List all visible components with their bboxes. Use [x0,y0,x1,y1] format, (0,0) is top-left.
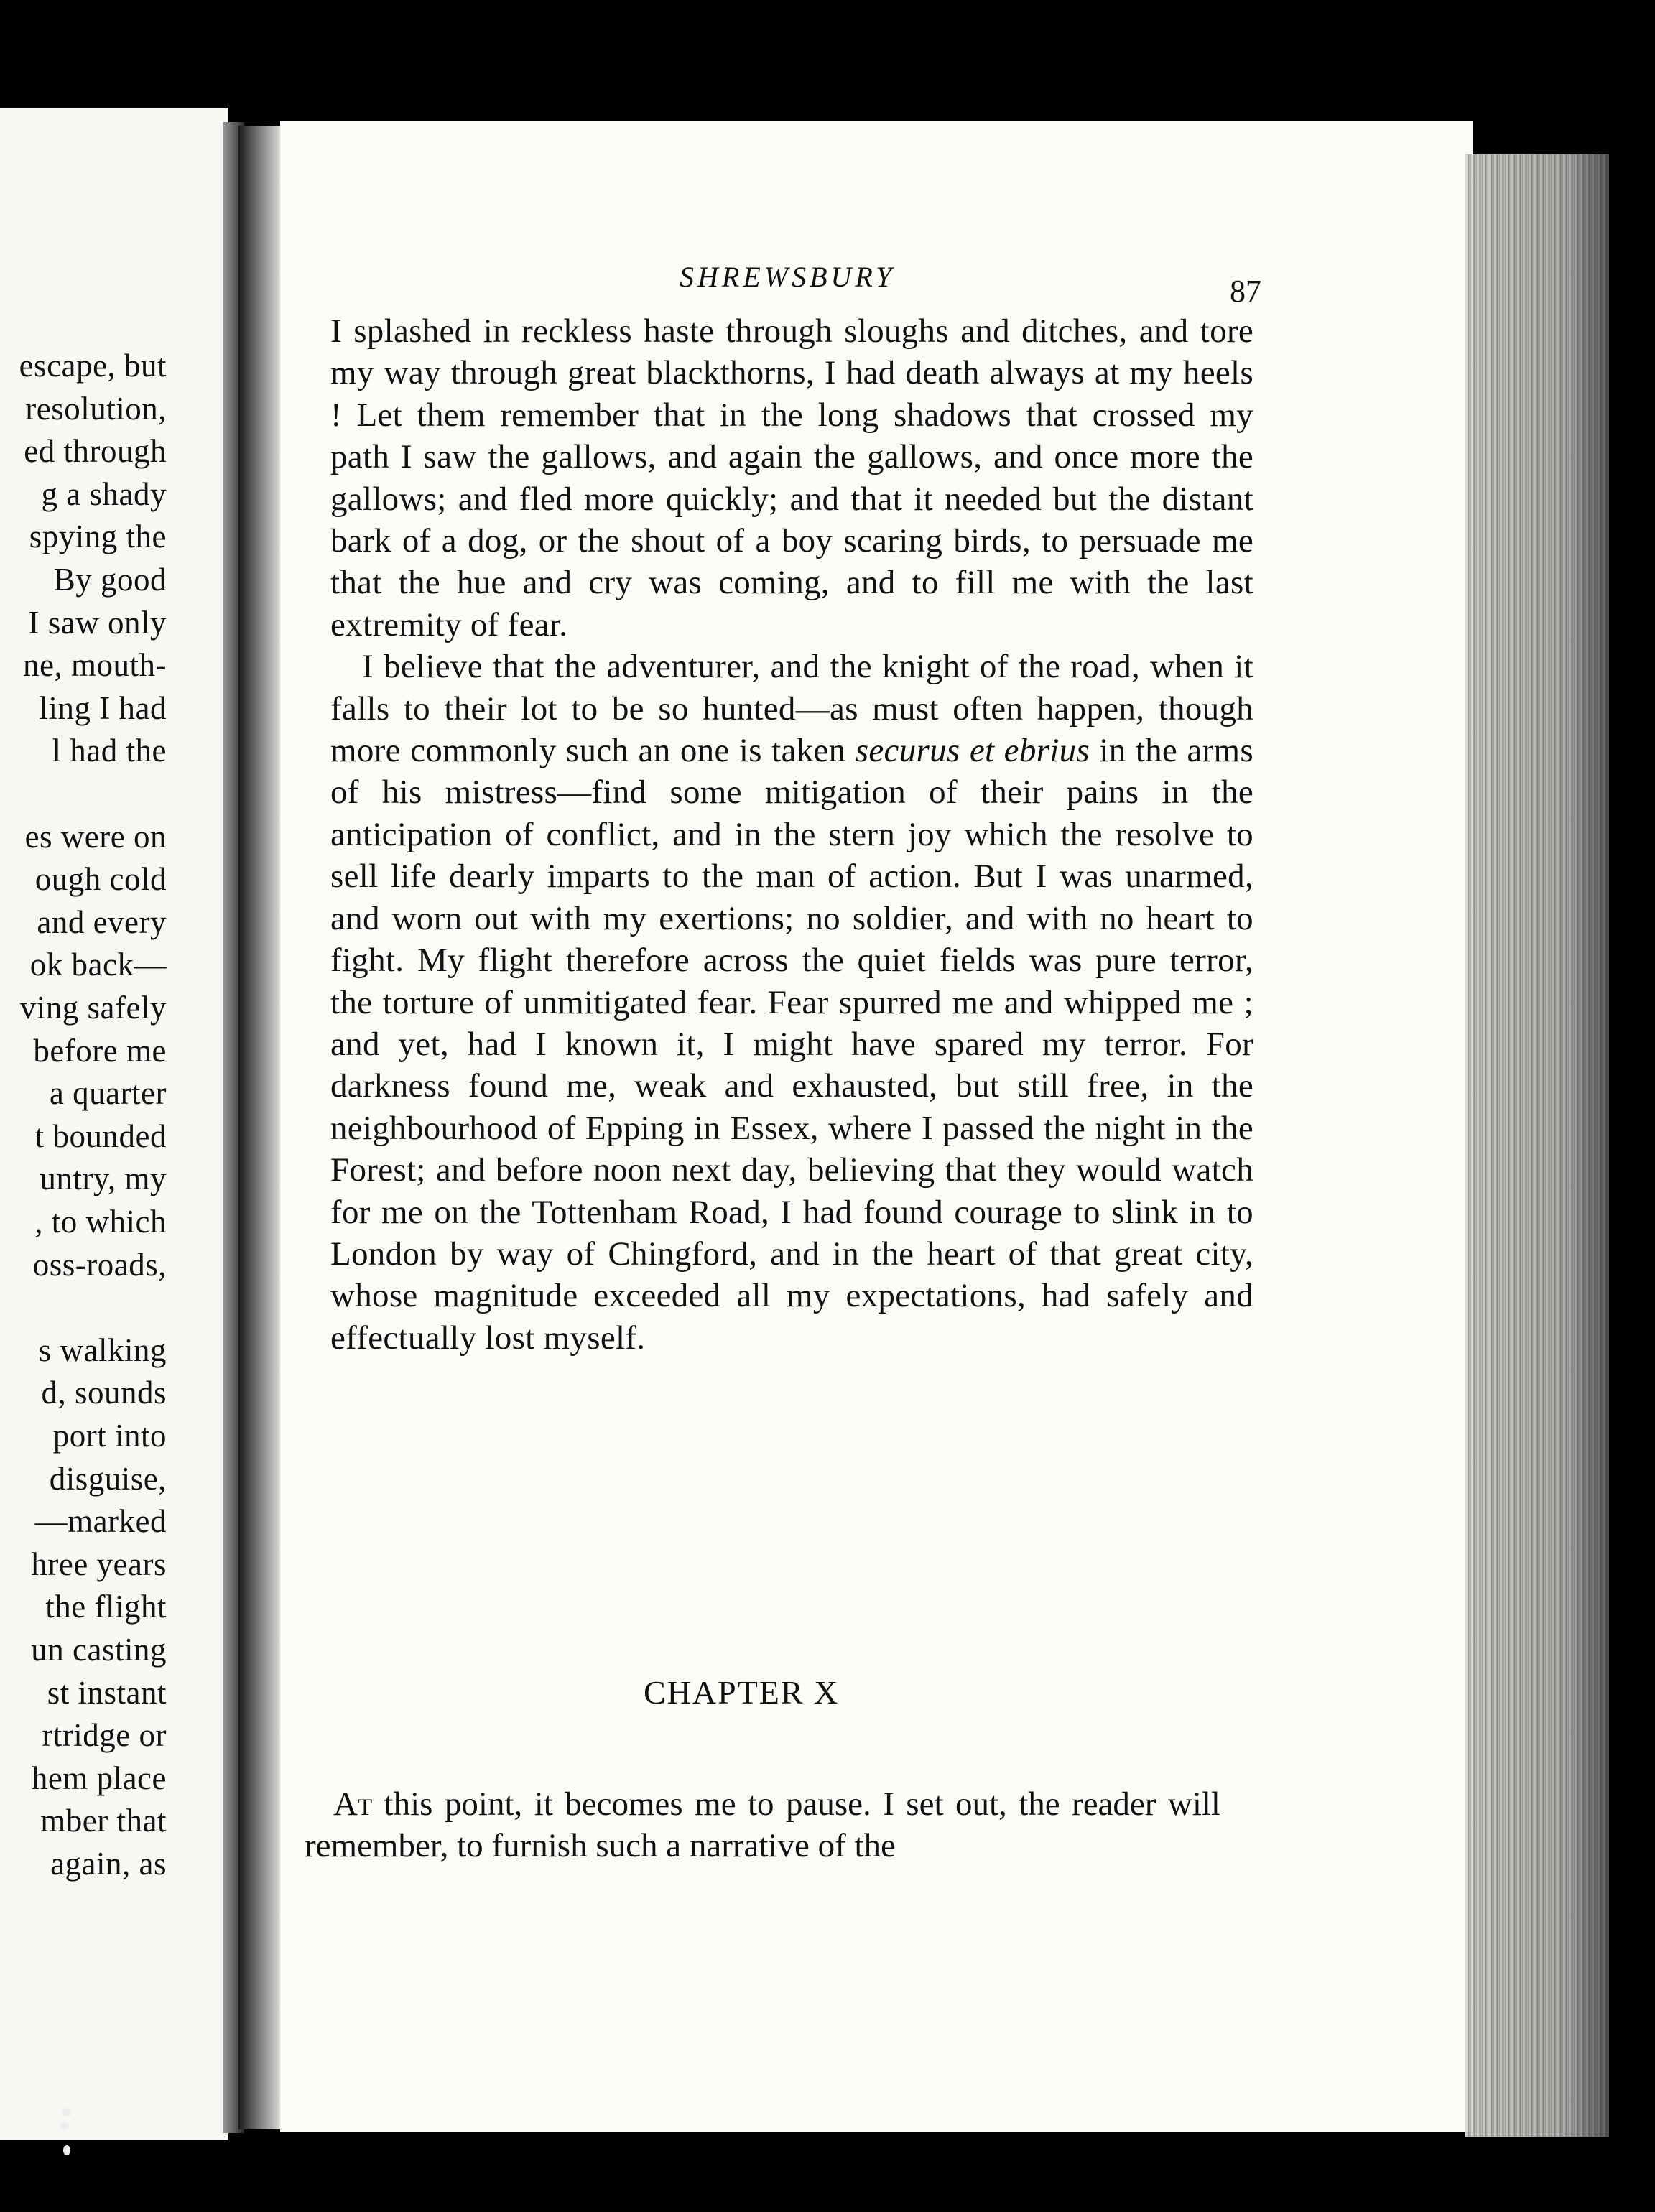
left-page-line: es were on [24,818,167,855]
body-text [330,310,1253,1359]
chapter-opening-text [305,1783,1220,1867]
left-page-line: , to which [34,1204,167,1240]
left-page-line: again, as [50,1846,167,1882]
left-page-line: hem place [31,1760,167,1796]
chapter-opening-word: At [333,1785,373,1823]
paragraph-2-part-1: I believe that the adventurer, and the knight of the road, when it falls to their lot to be so hunted—as must often happen, though more commonly such an one is taken [330,648,1253,770]
chapter-opening-rest: this point, it becomes me to pause. I set out, the reader will remember, to furnish such a narrative of the [305,1785,1220,1864]
left-page-line: s walking [38,1332,167,1368]
paragraph-2-part-2: in the arms of his mistress—find some mitigation of their pains in the anticipation of conflict, and in the stern joy which the resolve to sell life dearly imparts to the man of action. But I was unarmed, and worn out with my exertions; no soldier, and with no heart to fight. My flight therefore across the quiet fields was pure terror, the torture of unmitigated fear. Fear spurred me and whipped me ; and yet, had I known it, I might have spared my terror. For darkness found me, weak and exhausted, but still free, in the neighbourhood of Epping in Essex, where I passed the night in the Forest; and before noon next day, believing that they would watch for me on the Tottenham Road, I had found courage to slink in to London by way of Chingford, and in the heart of that great city, whose magnitude exceeded all my expectations, had safely and effectually lost myself. [330,732,1253,1357]
left-page-line: ough cold [34,861,167,898]
speck [60,2122,69,2129]
left-page-line: ok back— [29,947,167,983]
page-edge-shadow [1465,154,1609,2137]
scan-specks [57,2108,79,2180]
speck [62,2108,72,2116]
left-page-line: untry, my [40,1161,167,1197]
left-page-line: d, sounds [41,1375,167,1411]
left-page-line: the flight [45,1589,167,1625]
left-page-line: ed through [24,433,167,470]
running-header: SHREWSBURY [680,261,896,293]
speck [63,2145,70,2155]
left-page-line: and every [37,903,167,940]
left-page-line: spying the [29,519,167,555]
left-page-line: l had the [52,733,167,769]
paragraph-1: I splashed in reckless haste through sloughs and ditches, and tore my way through great blackthorns, I had death always at my heels ! Let them remember that in the long shadows that crossed my path I saw the gallows, and again the gallows, and once more the gallows; and fled more quickly; and that it needed but the distant bark of a dog, or the shout of a boy scaring birds, to persuade me that the hue and cry was coming, and to fill me with the last extremity of fear. [330,312,1253,643]
left-page-line: resolution, [25,390,167,427]
gutter-shadow-right [238,126,283,2129]
left-page-line: g a shady [41,475,167,512]
left-page-line: un casting [31,1632,167,1668]
left-page-line: disguise, [49,1460,167,1497]
left-page-line: mber that [40,1803,167,1839]
left-page-line: t bounded [34,1117,167,1154]
left-page-line: ling I had [39,689,167,726]
left-page-line: hree years [31,1546,167,1582]
latin-phrase: securus et ebrius [855,732,1090,770]
left-page-line: a quarter [49,1075,167,1112]
left-page-line: ving safely [19,990,167,1026]
left-page-line: By good [53,562,167,598]
left-page-line: before me [33,1032,167,1069]
left-page-line: I saw only [28,604,167,641]
left-page-line: st instant [47,1674,167,1711]
left-page-fragment [0,108,228,2140]
left-page-line: rtridge or [42,1717,167,1754]
left-page-line: oss-roads, [32,1246,167,1283]
page-number: 87 [1230,274,1261,309]
left-page-line: ne, mouth- [23,647,167,684]
left-page-line: escape, but [19,348,167,384]
paragraph-2 [330,646,1253,1359]
chapter-title: CHAPTER X [644,1674,840,1711]
left-page-line: port into [52,1418,167,1454]
left-page-line: —marked [34,1503,167,1540]
